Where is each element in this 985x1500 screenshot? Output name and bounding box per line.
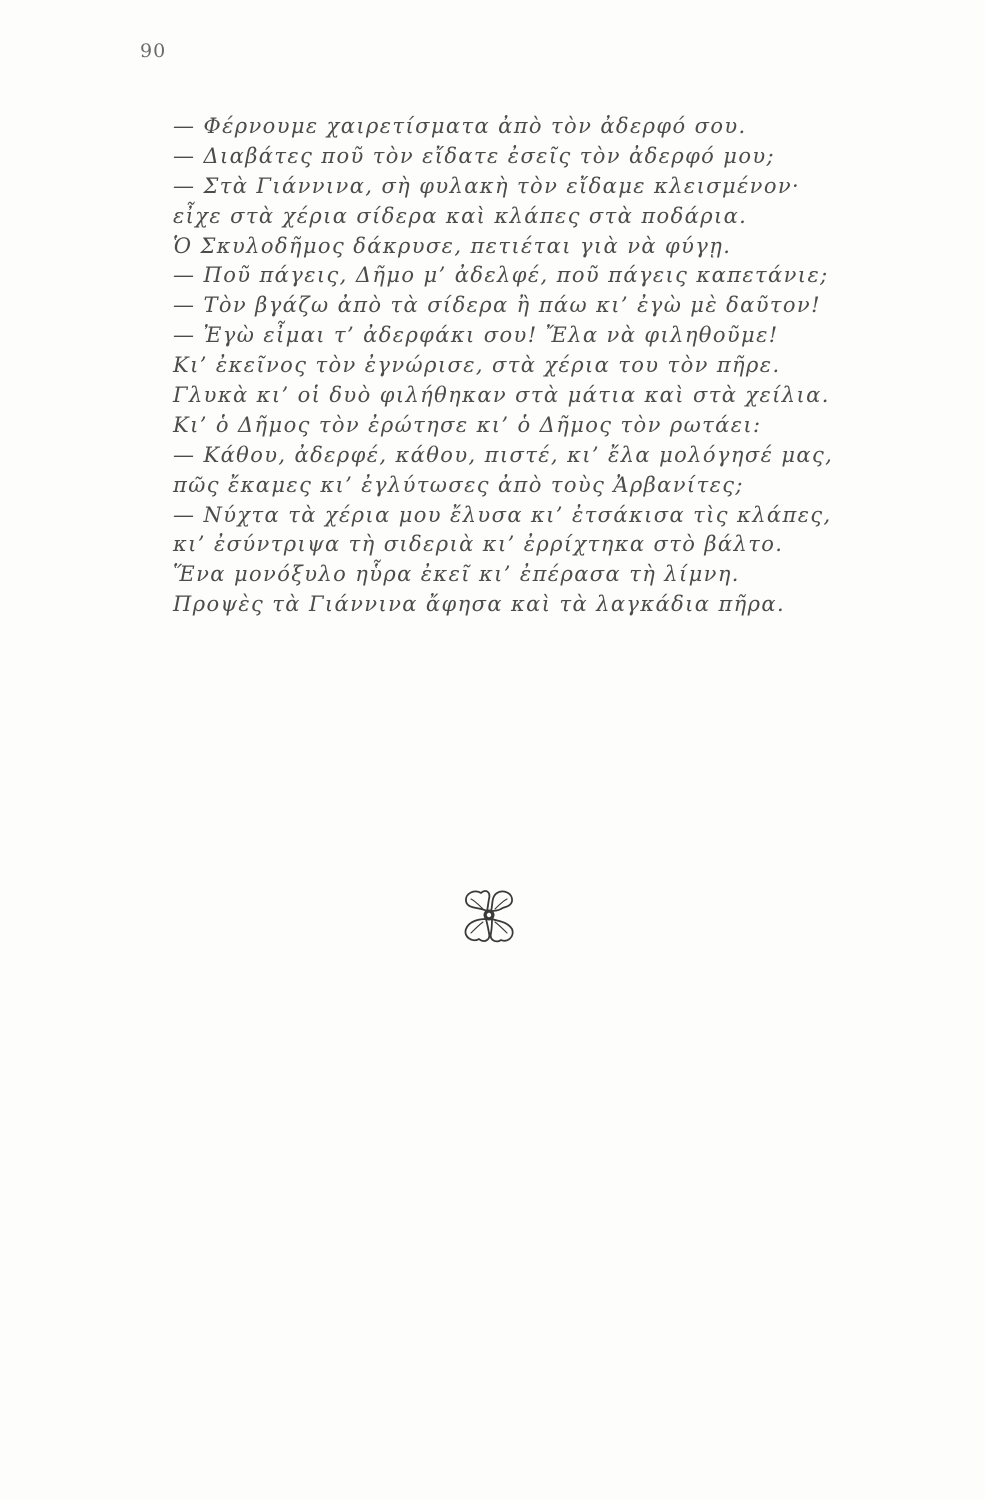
poem-line: — Κάθου, ἀδερφέ, κάθου, πιστέ, κι’ ἔλα μολόγησέ μας, xyxy=(173,442,834,467)
page-number: 90 xyxy=(140,40,167,62)
poem-line: — Φέρνουμε χαιρετίσματα ἀπὸ τὸν ἀδερφό σου. xyxy=(173,114,747,138)
poem-line: πῶς ἔκαμες κι’ ἐγλύτωσες ἀπὸ τοὺς Ἀρβανίτες; xyxy=(173,472,744,497)
poem-line: κι’ ἐσύντριψα τὴ σιδεριὰ κι’ ἐρρίχτηκα στὸ βάλτο. xyxy=(173,532,784,557)
poem-line: εἶχε στὰ χέρια σίδερα καὶ κλάπες στὰ ποδάρια. xyxy=(173,203,748,228)
poem-line: Γλυκὰ κι’ οἱ δυὸ φιλήθηκαν στὰ μάτια καὶ στὰ χείλια. xyxy=(173,383,830,408)
poem-line: — Ἐγὼ εἶμαι τ’ ἀδερφάκι σου! Ἔλα νὰ φιληθοῦμε! xyxy=(173,323,779,348)
poem-line: — Διαβάτες ποῦ τὸν εἴδατε ἐσεῖς τὸν ἀδερφό μου; xyxy=(173,143,776,168)
poem-line: — Νύχτα τὰ χέρια μου ἔλυσα κι’ ἐτσάκισα τὶς κλάπες, xyxy=(173,502,832,527)
poem-line: — Στὰ Γιάννινα, σὴ φυλακὴ τὸν εἴδαμε κλεισμένον· xyxy=(173,173,801,198)
poem-line: — Τὸν βγάζω ἀπὸ τὰ σίδερα ἢ πάω κι’ ἐγὼ μὲ δαῦτον! xyxy=(173,293,821,318)
flower-ornament-icon xyxy=(457,885,521,947)
poem-line: — Ποῦ πάγεις, Δῆμο μ’ ἀδελφέ, ποῦ πάγεις καπετάνιε; xyxy=(173,263,829,288)
poem-line: Ὁ Σκυλοδῆμος δάκρυσε, πετιέται γιὰ νὰ φύγῃ. xyxy=(173,233,732,258)
poem-line: Κι’ ὁ Δῆμος τὸν ἐρώτησε κι’ ὁ Δῆμος τὸν ρωτάει: xyxy=(173,412,762,437)
poem-line: Κι’ ἐκεῖνος τὸν ἐγνώρισε, στὰ χέρια του τὸν πῆρε. xyxy=(173,353,781,378)
poem-text xyxy=(173,112,873,620)
poem-line: Ἕνα μονόξυλο ηὗρα ἐκεῖ κι’ ἐπέρασα τὴ λίμνη. xyxy=(173,562,740,587)
poem-line: Προψὲς τὰ Γιάννινα ἄφησα καὶ τὰ λαγκάδια πῆρα. xyxy=(173,592,786,617)
